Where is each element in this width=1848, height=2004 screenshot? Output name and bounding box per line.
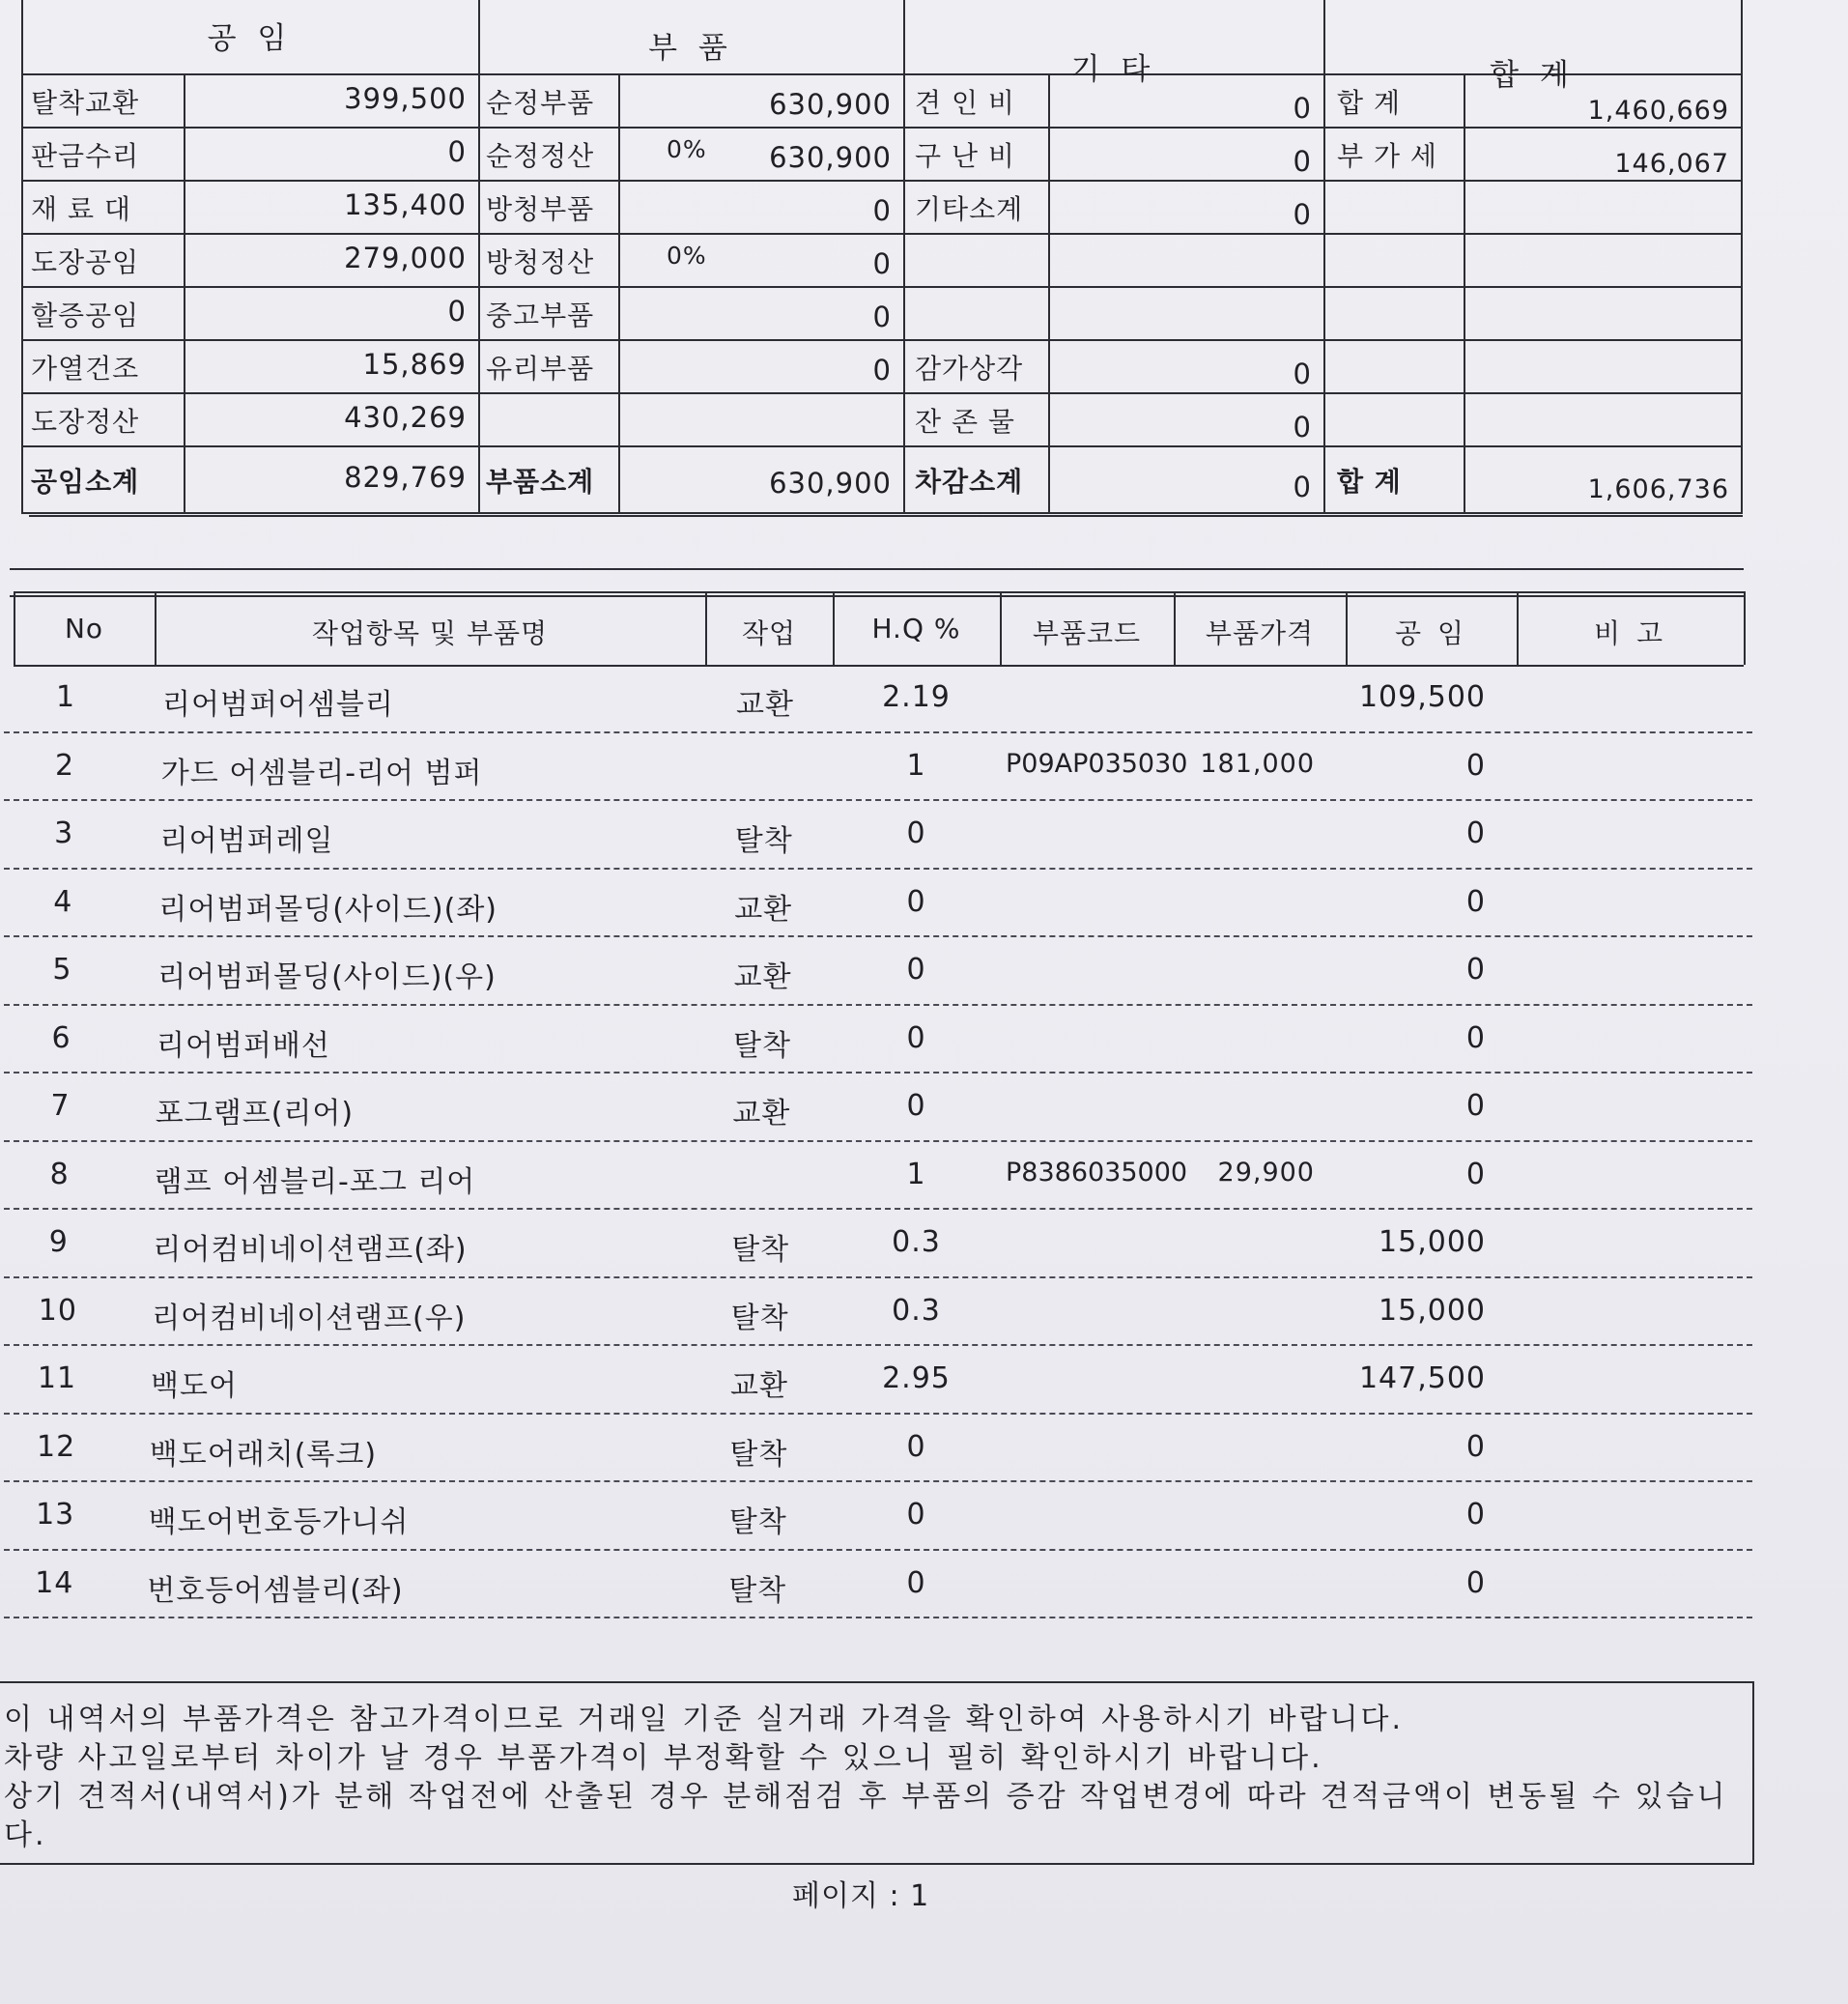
cell-work: 탈착 (730, 1301, 789, 1335)
grid-line (21, 512, 1743, 514)
row-separator (4, 1072, 1752, 1074)
column-header-price: 부품가격 (1205, 617, 1315, 649)
labor-label: 판금수리 (31, 140, 140, 172)
parts-value: 630,900 (769, 141, 892, 174)
row-separator (4, 1208, 1752, 1210)
cell-work: 탈착 (733, 1028, 791, 1063)
labor-section-header: 공 임 (207, 21, 293, 56)
column-header-labor: 공 임 (1395, 617, 1467, 649)
cell-labor: 0 (1465, 1498, 1486, 1532)
cell-hq: 2.19 (882, 680, 951, 714)
cell-work: 교환 (733, 960, 792, 994)
labor-label: 탈착교환 (31, 87, 140, 119)
table-row (0, 939, 1848, 1008)
cell-no: 2 (55, 748, 75, 783)
cell-name: 리어범퍼레일 (159, 824, 334, 858)
cell-labor: 0 (1465, 748, 1486, 783)
cell-name: 백도어번호등가니쉬 (148, 1505, 410, 1539)
cell-name: 포그램프(리어) (155, 1097, 355, 1131)
grid-line (21, 286, 1743, 288)
row-separator (4, 868, 1752, 870)
table-row (0, 872, 1848, 940)
cell-no: 10 (38, 1293, 77, 1328)
table-row (0, 735, 1848, 804)
parts-label: 순정정산 (486, 140, 595, 172)
cell-name: 리어범퍼배선 (156, 1028, 330, 1063)
cell-labor: 0 (1465, 1429, 1486, 1464)
parts-label: 방청정산 (486, 246, 595, 278)
row-separator (4, 1617, 1752, 1618)
cell-hq: 0 (906, 953, 926, 987)
column-header-work: 작업 (741, 617, 797, 649)
row-separator (4, 935, 1752, 937)
other-section-header: 기 타 (1070, 52, 1156, 87)
labor-label: 공임소계 (31, 466, 140, 498)
parts-value: 0 (872, 301, 892, 333)
grid-line (1744, 591, 1746, 665)
labor-value: 279,000 (344, 242, 467, 274)
column-header-code: 부품코드 (1032, 617, 1142, 649)
total-label: 합 계 (1337, 466, 1402, 498)
total-value: 1,460,669 (1587, 96, 1729, 126)
table-row (0, 1417, 1848, 1485)
row-separator (4, 1140, 1752, 1142)
column-header-no: No (64, 613, 104, 644)
parts-pct: 0% (667, 242, 707, 270)
table-row (0, 1280, 1848, 1349)
other-value: 0 (1293, 145, 1312, 178)
row-separator (4, 1004, 1752, 1006)
cell-name: 리어컴비네이션램프(우) (152, 1301, 467, 1335)
row-separator (4, 1276, 1752, 1278)
cell-no: 1 (55, 680, 76, 714)
grid-line (21, 0, 23, 512)
row-separator (4, 1549, 1752, 1551)
other-value: 0 (1293, 411, 1312, 444)
labor-value: 430,269 (344, 401, 467, 434)
cell-hq: 0 (906, 884, 926, 919)
cell-hq: 2.95 (882, 1361, 951, 1395)
cell-work: 교환 (736, 688, 794, 722)
cell-name: 리어범퍼어셈블리 (162, 688, 394, 722)
cell-hq: 0 (906, 1565, 926, 1600)
other-label: 구 난 비 (915, 140, 1015, 172)
cell-no: 14 (35, 1565, 74, 1600)
cell-work: 교환 (734, 892, 793, 927)
cell-labor: 15,000 (1379, 1293, 1486, 1328)
parts-label: 순정부품 (486, 87, 595, 119)
section-divider (10, 595, 1744, 597)
total-value: 146,067 (1614, 149, 1729, 179)
total-value: 1,606,736 (1587, 474, 1729, 504)
cell-labor: 0 (1465, 1157, 1486, 1191)
section-divider (10, 568, 1744, 570)
labor-label: 도장공임 (31, 246, 140, 278)
cell-no: 13 (36, 1498, 75, 1532)
row-separator (4, 731, 1752, 733)
notice-line: 차량 사고일로부터 차이가 날 경우 부품가격이 부정확할 수 있으니 필히 확인하시기 바랍니다. (4, 1741, 1323, 1775)
grid-line (21, 392, 1743, 394)
table-row (0, 667, 1848, 735)
cell-name: 번호등어셈블리(좌) (147, 1573, 404, 1608)
other-label: 잔 존 물 (915, 406, 1015, 438)
table-row (0, 803, 1848, 872)
parts-value: 630,900 (769, 88, 892, 121)
labor-label: 도장정산 (31, 406, 140, 438)
cell-labor: 0 (1465, 884, 1486, 919)
row-separator (4, 1413, 1752, 1415)
cell-no: 11 (37, 1361, 77, 1395)
cell-price: 181,000 (1200, 748, 1315, 779)
parts-label: 방청부품 (486, 193, 595, 225)
cell-work: 탈착 (729, 1437, 788, 1472)
total-label: 부 가 세 (1337, 140, 1437, 172)
column-header-hq: H.Q % (871, 613, 961, 644)
cell-hq: 0.3 (892, 1293, 941, 1328)
parts-pct: 0% (667, 135, 707, 163)
notice-box (0, 1681, 1754, 1865)
cell-labor: 0 (1465, 953, 1486, 987)
cell-no: 12 (37, 1429, 76, 1464)
grid-line (29, 515, 1743, 517)
cell-labor: 15,000 (1379, 1225, 1486, 1259)
labor-label: 할증공임 (31, 300, 140, 331)
grid-line (478, 0, 480, 512)
cell-hq: 0 (906, 1020, 926, 1055)
cell-hq: 0 (906, 1498, 926, 1532)
grid-line (21, 233, 1743, 235)
notice-line: 상기 견적서(내역서)가 분해 작업전에 산출된 경우 분해점검 후 부품의 증감 작업변경에 따라 견적금액이 변동될 수 있습니 (4, 1780, 1728, 1814)
parts-section-header: 부 품 (648, 31, 733, 66)
grid-line (1741, 0, 1743, 512)
cell-name: 백도어 (151, 1369, 238, 1403)
column-header-note: 비 고 (1594, 617, 1666, 649)
cell-hq: 0 (906, 816, 926, 850)
cell-name: 리어컴비네이션램프(좌) (153, 1233, 468, 1267)
other-value: 0 (1293, 92, 1312, 125)
other-value: 0 (1293, 358, 1312, 390)
table-row (0, 1553, 1848, 1621)
cell-labor: 0 (1465, 1565, 1486, 1600)
cell-no: 4 (53, 884, 73, 919)
total-label: 합 계 (1337, 87, 1401, 119)
other-label: 차감소계 (915, 466, 1024, 498)
labor-value: 0 (447, 295, 467, 328)
row-separator (4, 1480, 1752, 1482)
cell-name: 가드 어셈블리-리어 범퍼 (160, 756, 483, 790)
cell-work: 탈착 (728, 1505, 787, 1539)
grid-line (21, 339, 1743, 341)
row-separator (4, 799, 1752, 801)
other-value: 0 (1293, 471, 1312, 503)
grid-line (21, 180, 1743, 182)
cell-hq: 1 (906, 748, 926, 783)
cell-work: 교환 (730, 1369, 788, 1403)
cell-labor: 147,500 (1358, 1361, 1486, 1395)
parts-label: 유리부품 (486, 353, 595, 385)
cell-name: 리어범퍼몰딩(사이드)(좌) (158, 892, 498, 927)
table-row (0, 1075, 1848, 1144)
labor-value: 829,769 (344, 461, 467, 494)
labor-value: 399,500 (344, 82, 467, 115)
table-row (0, 1212, 1848, 1280)
labor-label: 재 료 대 (31, 193, 131, 225)
notice-line: 이 내역서의 부품가격은 참고가격이므로 거래일 기준 실거래 가격을 확인하여 사용하시기 바랍니다. (4, 1703, 1405, 1736)
other-label: 기타소계 (915, 193, 1024, 225)
parts-value: 0 (872, 247, 892, 280)
cell-labor: 109,500 (1358, 680, 1486, 714)
grid-line (21, 127, 1743, 129)
row-separator (4, 1344, 1752, 1346)
cell-hq: 0.3 (892, 1225, 941, 1259)
cell-labor: 0 (1465, 816, 1486, 850)
cell-name: 백도어래치(록크) (149, 1437, 378, 1472)
cell-no: 9 (48, 1225, 69, 1259)
labor-value: 15,869 (362, 348, 467, 381)
parts-value: 0 (872, 354, 892, 386)
parts-value: 630,900 (769, 467, 892, 500)
parts-value: 0 (872, 194, 892, 227)
cell-work: 탈착 (734, 824, 793, 858)
table-row (0, 1484, 1848, 1553)
parts-label: 부품소계 (486, 466, 595, 498)
table-row (0, 1144, 1848, 1213)
other-label: 감가상각 (915, 353, 1024, 385)
cell-no: 3 (54, 816, 74, 850)
cell-hq: 0 (906, 1089, 926, 1123)
cell-hq: 0 (906, 1429, 926, 1464)
cell-hq: 1 (906, 1157, 926, 1191)
grid-line (14, 591, 1744, 593)
cell-code: P09AP035030 (1006, 748, 1188, 779)
notice-line: 다. (4, 1818, 47, 1852)
table-row (0, 1348, 1848, 1417)
cell-no: 7 (50, 1089, 71, 1123)
labor-label: 가열건조 (31, 353, 140, 385)
cell-name: 램프 어셈블리-포그 리어 (154, 1164, 476, 1199)
column-header-name: 작업항목 및 부품명 (311, 617, 549, 649)
labor-value: 135,400 (344, 188, 467, 221)
other-label: 견 인 비 (915, 87, 1015, 119)
cell-no: 5 (52, 953, 72, 987)
table-row (0, 1008, 1848, 1076)
cell-work: 탈착 (728, 1573, 787, 1608)
cell-code: P8386035000 (1006, 1157, 1188, 1188)
grid-line (21, 445, 1743, 447)
total-section-header: 합 계 (1490, 58, 1575, 93)
cell-work: 교환 (732, 1097, 791, 1131)
cell-no: 6 (51, 1020, 71, 1055)
labor-value: 0 (447, 135, 467, 168)
parts-label: 중고부품 (486, 300, 595, 331)
cell-labor: 0 (1465, 1089, 1486, 1123)
cell-name: 리어범퍼몰딩(사이드)(우) (157, 960, 497, 994)
cell-price: 29,900 (1217, 1157, 1315, 1188)
cell-work: 탈착 (731, 1233, 790, 1267)
cell-no: 8 (49, 1157, 70, 1191)
other-value: 0 (1293, 198, 1312, 231)
cell-labor: 0 (1465, 1020, 1486, 1055)
page-number: 페이지 : 1 (792, 1879, 930, 1913)
